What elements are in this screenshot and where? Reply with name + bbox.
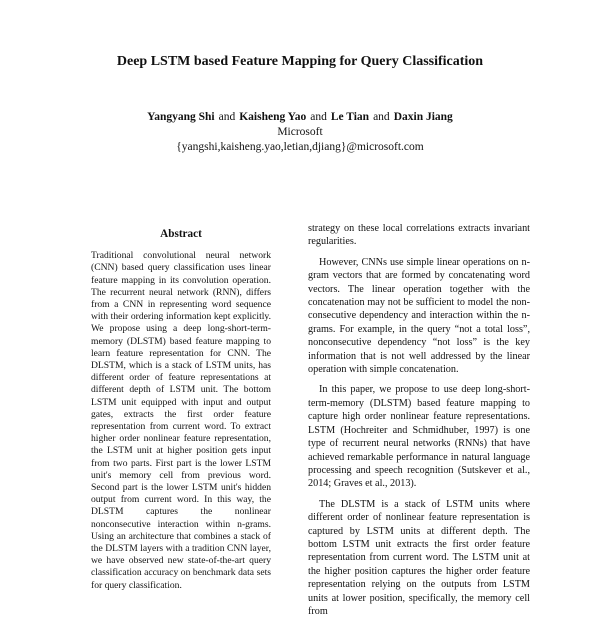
author-block (0, 110, 600, 155)
author-name: Kaisheng Yao (239, 111, 307, 123)
author-separator: and (310, 111, 327, 123)
author-name: Daxin Jiang (393, 111, 453, 123)
affiliation: Microsoft (277, 126, 323, 138)
author-separator: and (373, 111, 390, 123)
body-paragraph: The DLSTM is a stack of LSTM units where different order of nonlinear feature representation is captured by LSTM units at different depth. The bottom LSTM unit extracts the first order feature representation from current word. The LSTM unit at the higher position captures the higher order feature representation relying on the outputs from LSTM units at lower position, specifically, the memory cell from (308, 498, 530, 617)
author-emails: {yangshi,kaisheng.yao,letian,djiang}@microsoft.com (176, 141, 424, 153)
body-paragraph: In this paper, we propose to use deep long-short-term-memory (DLSTM) based feature mapping to capture high order nonlinear feature representations. LSTM (Hochreiter and Schmidhuber, 1997) is one type of recurrent neural networks (RNNs) that have achieved remarkable performance in natural language processing and speech recognition (Sutskever et al., 2014; Graves et al., 2013). (308, 384, 530, 490)
body-paragraph: However, CNNs use simple linear operations on n-gram vectors that are formed by concatenating word vectors. The linear operation together with the concatenation may not be sufficient to model the non-consecutive dependency and interaction within the n-grams. For example, in the query “not a total loss”, nonconsecutive dependency “not loss” is the key information that is not well addressed by the linear operation with simple concatenation. (308, 256, 530, 376)
author-separator: and (218, 111, 236, 123)
author-names (0, 110, 600, 125)
paper-title: Deep LSTM based Feature Mapping for Query Classification (116, 54, 484, 69)
author-name: Yangyang Shi (147, 111, 215, 123)
right-column (308, 222, 530, 625)
author-name: Le Tian (330, 111, 370, 123)
body-paragraph: strategy on these local correlations extracts invariant regularities. (308, 223, 530, 248)
left-column (91, 222, 271, 592)
abstract-text: Traditional convolutional neural network (CNN) based query classification uses linear feature mapping in its convolution operation. The recurrent neural network (RNN), differs from a CNN in representing word sequence with their ordering information kept explicitly. We propose using a deep long-short-term-memory (DLSTM) based feature mapping to learn feature representation for CNN. The DLSTM, which is a stack of LSTM units, has different order of feature representations at different depth of LSTM unit. The bottom LSTM unit equipped with input and output gates, extracts the first order feature representation from current word. To extract higher order nonlinear feature representation, the LSTM unit at higher position gets input from two parts. First part is the lower LSTM unit's memory cell from previous word. Second part is the lower LSTM unit's hidden output from current word. In this way, the DLSTM captures the nonlinear nonconsecutive interaction within n-grams. Using an architecture that combines a stack of the DLSTM layers with a tradition CNN layer, we have observed new state-of-the-art query classification accuracy on benchmark data sets for query classification. (91, 250, 271, 591)
abstract-heading: Abstract (160, 228, 202, 240)
